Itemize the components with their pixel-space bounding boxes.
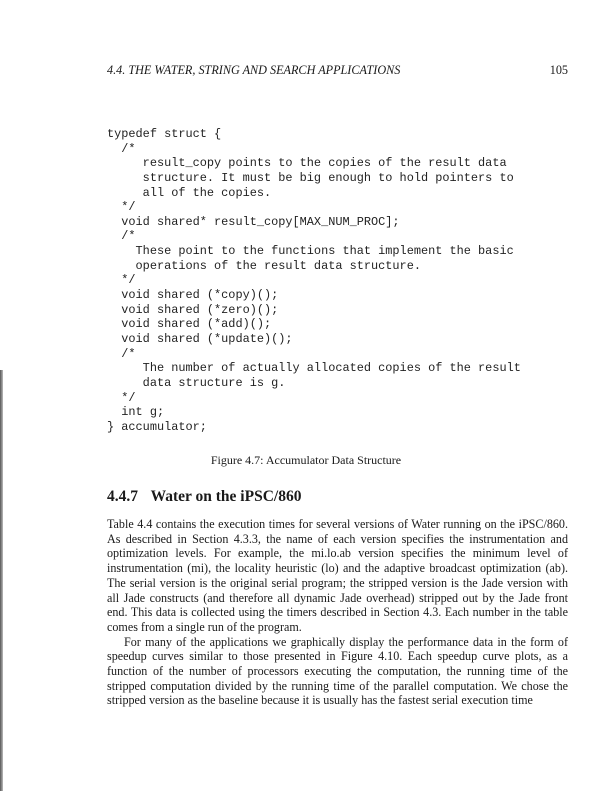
paragraph: Table 4.4 contains the execution times for several versions of Water running on the iPSC/860. As described in Section 4.3.3, the name of each version specifies the instrumentation and optimization levels. For example, the mi.lo.ab version specifies the minimum level of instrumentation (mi), the locality heuristic (lo) and the adaptive broadcast optimization (ab). The serial version is the original serial program; the stripped version is the Jade version with all Jade constructs (and therefore all dynamic Jade overhead) stripped out by the Jade front end. This data is collected using the timers described in Section 4.3. Each number in the table comes from a single run of the program. bbox=[107, 517, 568, 634]
code-line: int g; bbox=[107, 405, 165, 420]
code-line: /* bbox=[107, 346, 136, 361]
section-number: 4.4.7 bbox=[107, 488, 138, 505]
scan-edge-shadow bbox=[0, 370, 3, 791]
code-line: */ bbox=[107, 390, 136, 405]
code-line: These point to the functions that implement the basic bbox=[107, 244, 514, 259]
code-line: void shared (*add)(); bbox=[107, 317, 272, 332]
code-line: typedef struct { bbox=[107, 127, 222, 141]
code-line: */ bbox=[107, 200, 136, 215]
code-line: void shared (*update)(); bbox=[107, 331, 293, 346]
code-line: } accumulator; bbox=[107, 419, 207, 434]
code-line: data structure is g. bbox=[107, 375, 286, 390]
body-text bbox=[107, 517, 568, 708]
code-line: void shared (*copy)(); bbox=[107, 288, 279, 303]
figure-caption: Figure 4.7: Accumulator Data Structure bbox=[210, 453, 402, 467]
code-line: The number of actually allocated copies of the result bbox=[107, 361, 521, 376]
code-listing bbox=[107, 127, 521, 434]
code-line: operations of the result data structure. bbox=[107, 258, 421, 273]
code-line: result_copy points to the copies of the result data bbox=[107, 156, 507, 171]
running-header bbox=[107, 63, 568, 78]
section-title: Water on the iPSC/860 bbox=[150, 488, 302, 505]
code-line: /* bbox=[107, 229, 136, 244]
code-line: void shared* result_copy[MAX_NUM_PROC]; bbox=[107, 214, 400, 229]
code-line: structure. It must be big enough to hold pointers to bbox=[107, 170, 514, 185]
code-line: /* bbox=[107, 141, 136, 156]
section-heading bbox=[107, 488, 301, 506]
paragraph: For many of the applications we graphically display the performance data in the form of speedup curves similar to those presented in Figure 4.10. Each speedup curve plots, as a function of the number of processors executing the computation, the running time of the stripped computation divided by the running time of the parallel computation. We chose the stripped version as the baseline because it is usually has the fastest serial execution time bbox=[107, 634, 568, 708]
code-line: all of the copies. bbox=[107, 185, 272, 200]
page-number: 105 bbox=[549, 63, 568, 77]
running-title: 4.4. THE WATER, STRING AND SEARCH APPLICATIONS bbox=[107, 63, 401, 77]
code-line: */ bbox=[107, 273, 136, 288]
code-line: void shared (*zero)(); bbox=[107, 302, 279, 317]
